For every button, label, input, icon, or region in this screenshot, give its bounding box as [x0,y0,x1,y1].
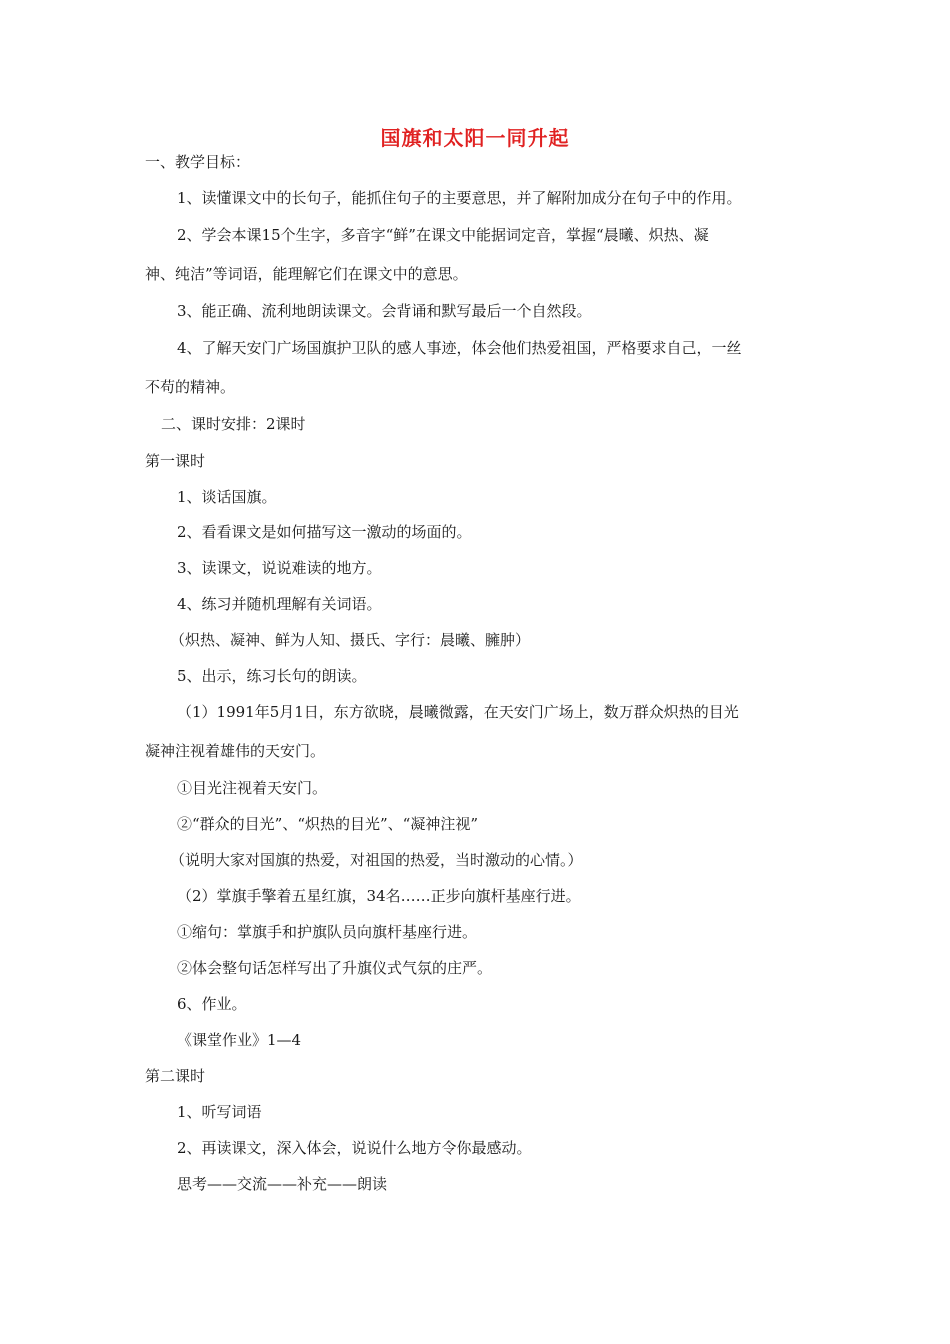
sentence-2: （2）掌旗手擎着五星红旗，34名……正步向旗杆基座行进。 [177,887,581,905]
sentence-1-cont: 凝神注视着雄伟的天安门。 [145,742,326,760]
lesson-1-step-5: 5、出示，练习长句的朗读。 [177,667,367,685]
objective-4: 4、了解天安门广场国旗护卫队的感人事迹，体会他们热爱祖国，严格要求自己，一丝 [177,339,742,357]
objective-2-cont: 神、纯洁”等词语，能理解它们在课文中的意思。 [145,265,468,283]
lesson-2-step-2: 2、再读课文，深入体会，说说什么地方令你最感动。 [177,1139,532,1157]
lesson-2-heading: 第二课时 [145,1067,206,1085]
section-heading-schedule: 二、课时安排：2课时 [161,415,306,433]
lesson-2-step-1: 1、听写词语 [177,1103,262,1121]
sentence-1-point-2: ②“群众的目光”、“炽热的目光”、“凝神注视” [177,815,479,833]
lesson-1-step-6: 6、作业。 [177,995,247,1013]
lesson-2-process: 思考——交流——补充——朗读 [177,1175,388,1193]
lesson-1-step-4: 4、练习并随机理解有关词语。 [177,595,382,613]
lesson-1-step-3: 3、读课文，说说难读的地方。 [177,559,382,577]
sentence-2-point-1: ①缩句：掌旗手和护旗队员向旗杆基座行进。 [177,923,478,941]
objective-3: 3、能正确、流利地朗读课文。会背诵和默写最后一个自然段。 [177,302,592,320]
objective-4-cont: 不苟的精神。 [145,378,236,396]
sentence-1: （1）1991年5月1日，东方欲晓，晨曦微露，在天安门广场上，数万群众炽热的目光 [177,703,739,721]
sentence-2-point-2: ②体会整句话怎样写出了升旗仪式气氛的庄严。 [177,959,493,977]
sentence-1-note: （说明大家对国旗的热爱，对祖国的热爱，当时激动的心情。） [170,851,583,869]
objective-2: 2、学会本课15个生字，多音字“鲜”在课文中能据词定音，掌握“晨曦、炽热、凝 [177,226,709,244]
document-title: 国旗和太阳一同升起 [380,126,570,150]
sentence-1-point-1: ①目光注视着天安门。 [177,779,328,797]
section-heading-objectives: 一、教学目标： [145,153,251,171]
lesson-1-step-2: 2、看看课文是如何描写这一激动的场面的。 [177,523,472,541]
lesson-1-heading: 第一课时 [145,452,206,470]
objective-1: 1、读懂课文中的长句子，能抓住句子的主要意思，并了解附加成分在句子中的作用。 [177,189,742,207]
homework-ref: 《课堂作业》1—4 [177,1031,302,1049]
lesson-1-step-1: 1、谈话国旗。 [177,488,277,506]
lesson-1-vocab: （炽热、凝神、鲜为人知、摄氏、字行：晨曦、臃肿） [170,631,531,649]
